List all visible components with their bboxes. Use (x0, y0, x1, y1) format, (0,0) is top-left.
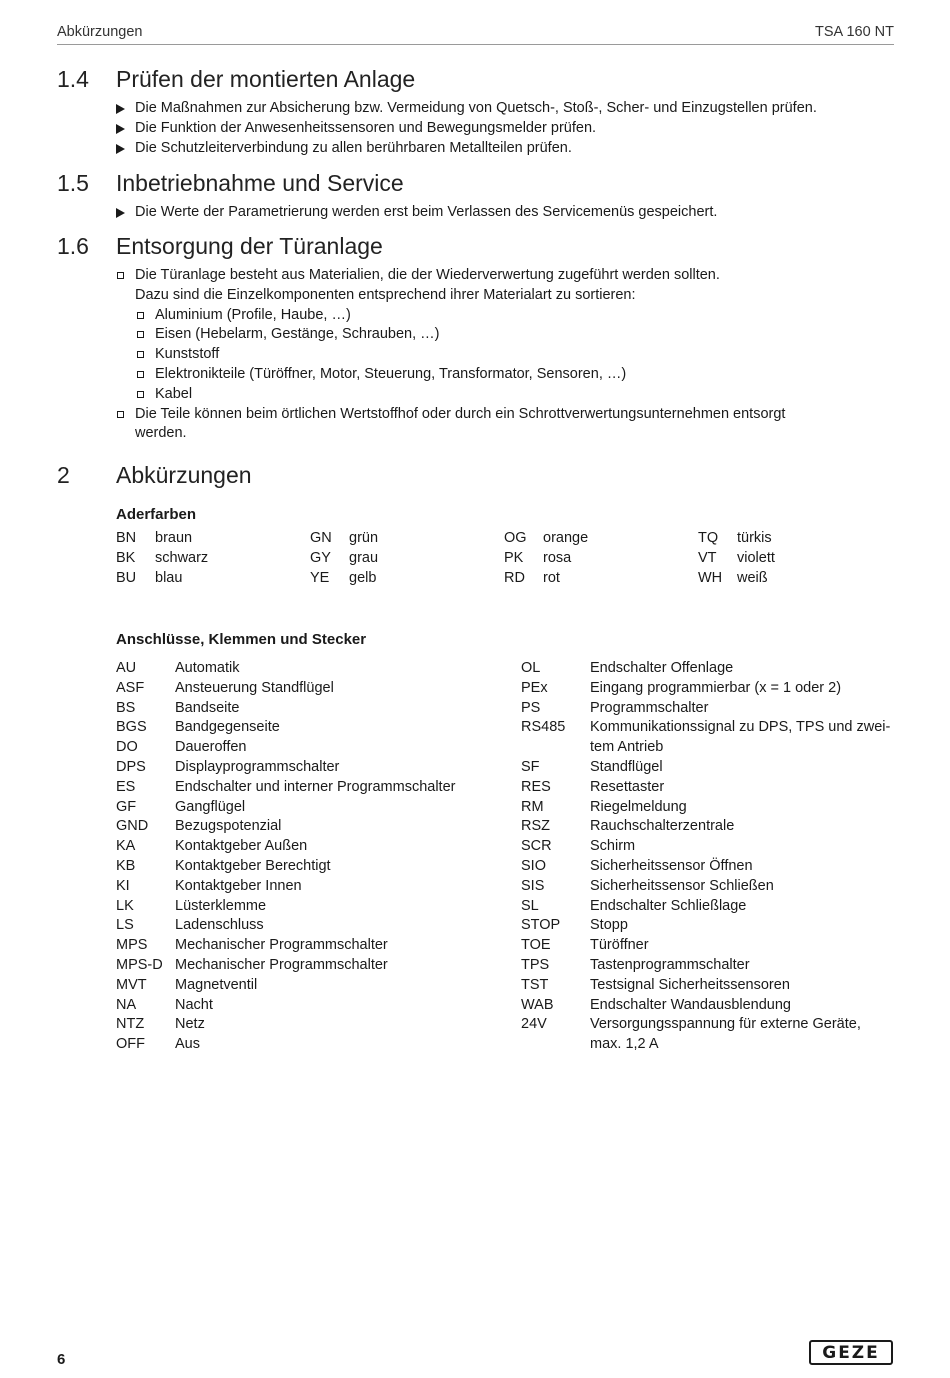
abbreviation-row (521, 758, 894, 778)
abbreviation-row (521, 897, 894, 917)
abbreviation-code: WAB (521, 996, 554, 1013)
abbreviation-row (521, 996, 894, 1016)
abbreviation-row (116, 718, 496, 738)
section-heading: Prüfen der montierten Anlage (116, 66, 416, 92)
abbreviation-code: MPS (116, 937, 148, 954)
abbreviation-row (116, 837, 496, 857)
abbreviation-description: Kontaktgeber Innen (175, 877, 302, 894)
page-header (57, 22, 894, 45)
abbreviation-row (116, 916, 496, 936)
abbreviation-row (116, 877, 496, 897)
abbreviation-description: Endschalter Wandausblendung (590, 996, 791, 1013)
arrow-bullet-icon (116, 144, 125, 154)
abbreviation-code: NTZ (116, 1016, 145, 1033)
abbreviation-row (521, 659, 894, 679)
abbreviation-row (521, 699, 894, 719)
abbreviation-description: Sicherheitssensor Öffnen (590, 857, 753, 874)
abbreviation-row (521, 877, 894, 897)
abbreviation-row (116, 659, 496, 679)
list-item: Die Werte der Parametrierung werden erst beim Verlassen des Servicemenüs gespeichert. (116, 203, 717, 223)
abbreviation-description: Eingang programmierbar (x = 1 oder 2) (590, 679, 842, 696)
logo-text: GEZE (822, 1342, 880, 1363)
section-heading: Entsorgung der Türanlage (116, 233, 383, 259)
abbreviation-code: GF (116, 798, 137, 815)
abbreviation-code: PS (521, 699, 541, 716)
abbreviation-row (116, 857, 496, 877)
abbreviation-row (116, 738, 496, 758)
abbreviation-code: TPS (521, 956, 550, 973)
abbreviation-row (116, 956, 496, 976)
abbreviation-description-continuation: tem Antrieb (590, 739, 664, 756)
abbreviation-row (521, 936, 894, 956)
abbreviation-row (116, 897, 496, 917)
abbreviation-description: Automatik (175, 660, 240, 676)
abbreviation-row (116, 1015, 496, 1035)
header-product: TSA 160 NT (815, 24, 894, 40)
abbreviation-code: RSZ (521, 818, 550, 835)
section-1-6-list (116, 266, 785, 444)
abbreviation-description: Nacht (175, 996, 213, 1013)
abbreviation-code: PEx (521, 679, 548, 696)
abbreviation-description: Bandseite (175, 699, 240, 716)
aderfarben-heading: Aderfarben (116, 506, 197, 523)
abbreviation-description: Bezugspotenzial (175, 818, 282, 835)
abbreviation-code: MVT (116, 976, 147, 993)
abbreviation-description: Riegelmeldung (590, 798, 687, 815)
abbreviations-right-column (521, 659, 894, 1055)
abbreviation-code: BS (116, 699, 136, 716)
abbreviation-code: SF (521, 758, 540, 775)
abbreviation-row (521, 778, 894, 798)
abbreviation-row (521, 837, 894, 857)
list-item: Die Maßnahmen zur Absicherung bzw. Vermeidung von Quetsch-, Stoß-, Scher- und Einzugstellen prüfen. (116, 99, 817, 119)
abbreviation-row (116, 699, 496, 719)
abbreviation-code: GND (116, 818, 149, 835)
square-bullet-icon (137, 312, 144, 319)
abbreviation-description: Magnetventil (175, 976, 258, 993)
section-heading: Inbetriebnahme und Service (116, 170, 404, 196)
abbreviation-description: Displayprogrammschalter (175, 758, 340, 775)
abbreviation-code: ASF (116, 679, 145, 696)
sub-list-item: Elektronikteile (Türöffner, Motor, Steuerung, Transformator, Sensoren, …) (116, 365, 785, 385)
abbreviation-code: AU (116, 660, 137, 676)
sub-list-item: Eisen (Hebelarm, Gestänge, Schrauben, …) (116, 325, 785, 345)
abbreviation-code: TOE (521, 937, 551, 954)
header-chapter: Abkürzungen (57, 24, 143, 40)
abbreviation-description: Kontaktgeber Berechtigt (175, 857, 331, 874)
abbreviation-code: ES (116, 778, 136, 795)
abbreviation-description: Endschalter Offenlage (590, 660, 734, 676)
abbreviation-code: SL (521, 897, 539, 914)
abbreviations-left-column (116, 659, 496, 1055)
list-item: Die Funktion der Anwesenheitssensoren und Bewegungsmelder prüfen. (116, 119, 817, 139)
abbreviation-description: Mechanischer Programmschalter (175, 956, 388, 973)
abbreviation-code: BGS (116, 719, 147, 736)
square-bullet-icon (137, 351, 144, 358)
section-number: 1.6 (57, 233, 89, 259)
abbreviation-row (521, 976, 894, 996)
list-item: Die Teile können beim örtlichen Wertstoffhof oder durch ein Schrottverwertungsunternehmen entsorgt (116, 405, 785, 425)
square-bullet-icon (117, 411, 124, 418)
abbreviation-row (521, 718, 894, 758)
abbreviation-code: TST (521, 976, 549, 993)
abbreviation-description: Netz (175, 1016, 205, 1033)
abbreviation-description: Lüsterklemme (175, 897, 267, 914)
abbreviation-row (521, 857, 894, 877)
abbreviation-code: LK (116, 897, 134, 914)
abbreviation-code: DO (116, 739, 138, 756)
abbreviation-row (116, 976, 496, 996)
list-item-continuation: werden. (135, 425, 187, 442)
abbreviation-code: OL (521, 660, 541, 676)
abbreviation-description: Kommunikationssignal zu DPS, TPS und zwei- (590, 719, 891, 736)
abbreviation-code: RES (521, 778, 551, 795)
abbreviation-description: Testsignal Sicherheitssensoren (590, 976, 790, 993)
abbreviation-code: OFF (116, 1036, 145, 1053)
abbreviation-row (116, 798, 496, 818)
abbreviation-code: SCR (521, 838, 552, 855)
abbreviation-description-continuation: max. 1,2 A (590, 1036, 659, 1053)
square-bullet-icon (137, 331, 144, 338)
arrow-bullet-icon (116, 208, 125, 218)
square-bullet-icon (137, 371, 144, 378)
geze-logo (809, 1340, 893, 1365)
abbreviation-row (116, 996, 496, 1016)
page-number: 6 (57, 1351, 66, 1368)
abbreviation-description: Gangflügel (175, 798, 246, 815)
abbreviation-code: KA (116, 838, 136, 855)
anschluesse-heading: Anschlüsse, Klemmen und Stecker (116, 631, 367, 648)
abbreviation-description: Endschalter und interner Programmschalter (175, 778, 456, 795)
abbreviation-description: Ansteuerung Standflügel (175, 679, 334, 696)
square-bullet-icon (117, 272, 124, 279)
abbreviation-row (521, 798, 894, 818)
abbreviation-description: Standflügel (590, 758, 663, 775)
abbreviation-description: Mechanischer Programmschalter (175, 937, 388, 954)
sub-list-item: Kunststoff (116, 345, 785, 365)
abbreviation-description: Stopp (590, 917, 628, 934)
abbreviation-description: Programmschalter (590, 699, 709, 716)
abbreviation-row (116, 817, 496, 837)
abbreviation-description: Kontaktgeber Außen (175, 838, 308, 855)
abbreviation-row (521, 679, 894, 699)
abbreviation-row (521, 1015, 894, 1055)
section-1-4-list (116, 99, 817, 158)
abbreviation-description: Schirm (590, 838, 636, 855)
abbreviation-description: Daueroffen (175, 739, 247, 756)
abbreviation-code: STOP (521, 917, 561, 934)
abbreviation-code: SIS (521, 877, 545, 894)
abbreviation-row (521, 916, 894, 936)
abbreviation-row (521, 956, 894, 976)
abbreviation-code: NA (116, 996, 137, 1013)
abbreviation-description: Sicherheitssensor Schließen (590, 877, 774, 894)
arrow-bullet-icon (116, 104, 125, 114)
abbreviation-row (521, 817, 894, 837)
section-1-5-list (116, 203, 717, 223)
arrow-bullet-icon (116, 124, 125, 134)
abbreviation-code: SIO (521, 857, 546, 874)
square-bullet-icon (137, 391, 144, 398)
abbreviation-description: Bandgegenseite (175, 719, 280, 736)
section-number: 2 (57, 462, 70, 488)
abbreviation-row (116, 778, 496, 798)
abbreviation-code: LS (116, 917, 134, 934)
abbreviation-code: DPS (116, 758, 146, 775)
section-number: 1.4 (57, 66, 89, 92)
abbreviation-description: Rauchschalterzentrale (590, 818, 735, 835)
abbreviation-description: Türöffner (590, 937, 649, 954)
abbreviation-description: Aus (175, 1036, 200, 1053)
abbreviation-code: 24V (521, 1016, 547, 1033)
list-item: Die Schutzleiterverbindung zu allen berührbaren Metallteilen prüfen. (116, 139, 817, 159)
abbreviation-description: Endschalter Schließlage (590, 897, 747, 914)
sub-list-item: Aluminium (Profile, Haube, …) (116, 306, 785, 326)
abbreviation-code: RM (521, 798, 544, 815)
abbreviation-description: Ladenschluss (175, 917, 264, 934)
abbreviation-row (116, 679, 496, 699)
abbreviation-description: Resettaster (590, 778, 665, 795)
sub-list-item: Kabel (116, 385, 785, 405)
list-item: Die Türanlage besteht aus Materialien, die der Wiederverwertung zugeführt werden sollten. (116, 266, 785, 286)
abbreviation-description: Versorgungsspannung für externe Geräte, (590, 1016, 861, 1033)
list-item-continuation: Dazu sind die Einzelkomponenten entsprechend ihrer Materialart zu sortieren: (135, 286, 636, 303)
abbreviation-code: KB (116, 857, 136, 874)
abbreviation-code: MPS-D (116, 956, 163, 973)
abbreviation-code: RS485 (521, 719, 566, 736)
abbreviation-row (116, 758, 496, 778)
abbreviation-description: Tastenprogrammschalter (590, 956, 750, 973)
abbreviation-row (116, 1035, 496, 1055)
section-heading: Abkürzungen (116, 462, 252, 488)
abbreviation-code: KI (116, 877, 130, 894)
abbreviation-row (116, 936, 496, 956)
section-number: 1.5 (57, 170, 89, 196)
